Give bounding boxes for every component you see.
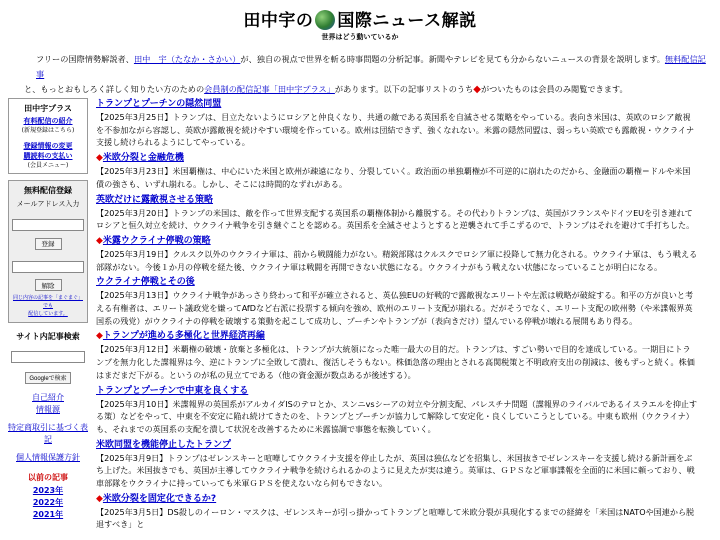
free-articles-link[interactable]: 無料配信記事 (36, 54, 706, 79)
article-summary (96, 207, 698, 232)
article-date: 【2025年3月12日】 (96, 344, 173, 355)
search-input[interactable] (11, 351, 85, 363)
member-diamond-icon: ◆ (96, 235, 103, 246)
article-date: 【2025年3月23日】 (96, 166, 173, 177)
article-item (96, 152, 698, 190)
archive-title: 以前の記事 (28, 473, 68, 482)
article-body: 米覇権の破壊・放棄と多極化は、トランプが大統領になった唯一最大の目的だ。トランプは、すごい勢いで目的を達成している。一期目にトランプを無力化した諜報界は今、逆にトランプに全敗して潰れ、復活しそうもない。株価急落の理由とされる高関税策と不明政府支出の削減は、後もずっと続く。株価はまだまだ下がる。というのが私の見立てである（他の資金源が数点あるが後述する）。 (96, 344, 695, 380)
article-title-link[interactable]: トランプが進める多極化と世界経済再編 (102, 331, 265, 342)
article-title (96, 235, 698, 248)
author-link[interactable]: 田中 宇（たなか・さかい） (133, 54, 241, 64)
register-button[interactable]: 登録 (35, 238, 62, 250)
article-title (96, 385, 698, 398)
member-diamond-icon: ◆ (473, 84, 481, 95)
member-diamond-icon: ◆ (96, 331, 103, 342)
intro-text-1: フリーの国際情勢解説者、 (36, 54, 134, 64)
mag2-link[interactable]: 同じ内容の記事を「まぐまぐ」でも (12, 295, 83, 309)
member-diamond-icon: ◆ (96, 493, 103, 504)
sidebar (8, 98, 88, 521)
mag2-link-2[interactable]: 配信しています。 (28, 311, 68, 317)
privacy-policy-link[interactable]: 個人情報保護方針 (16, 453, 80, 462)
sources-link[interactable]: 情報源 (36, 405, 60, 414)
article-body: DS殺しのイーロン・マスクは、ゼレンスキーが引っ掛かってトランプと喧嘩して米欧分裂が具現化するまでの経緯を「米国はNATOや国連から脱退すべき」と (96, 506, 695, 530)
article-title-link[interactable]: 米露ウクライナ停戦の策略 (102, 235, 211, 246)
new-registration-note: (新規登録はこちら) (21, 127, 75, 134)
article-title (96, 439, 698, 452)
article-summary (96, 343, 698, 381)
article-summary (96, 248, 698, 273)
tanaka-plus-title: 田中宇プラス (24, 104, 72, 113)
site-subtitle: 世界はどう動いているか (321, 33, 399, 41)
free-subscription-title: 無料配信登録 (24, 186, 72, 195)
email-label: メールアドレス入力 (16, 200, 80, 208)
article-item (96, 235, 698, 273)
article-title-link[interactable]: ウクライナ停戦とその後 (96, 277, 195, 288)
free-subscription-box (8, 180, 88, 323)
globe-icon (315, 10, 335, 30)
payment-link[interactable]: 購読料の支払い (23, 152, 73, 160)
unsubscribe-email-input[interactable] (12, 261, 84, 273)
article-title (96, 493, 698, 506)
article-title-link[interactable]: 米欧分裂と金融危機 (102, 153, 184, 164)
intro-text-4: があります。以下の記事リストのうち (334, 84, 474, 94)
article-body: トランプはゼレンスキーと喧嘩してウクライナ支援を停止したが、英国は独仏などを招集し、米国抜きでゼレンスキーを支援し続ける新計画をぶち上げた。米国抜きでも、英国が主導してウクライナ戦争を続けられるかのように見えたが実は違う。英軍は、ＧＰＳなど軍事諜報を全面的に米国に頼っており、戦車部隊をウクライナに持っていっても米軍ＧＰＳを使えないなら何もできない。 (96, 452, 695, 489)
article-summary (96, 165, 698, 190)
google-search-button[interactable]: Googleで検索 (25, 372, 70, 384)
site-title[interactable] (0, 6, 720, 31)
article-summary (96, 111, 698, 149)
article-title (96, 276, 698, 289)
member-articles-link[interactable]: 会員制の配信記事「田中宇プラス」 (204, 84, 335, 94)
article-date: 【2025年3月13日】 (96, 290, 173, 301)
article-body: 米国覇権は、中心にいた米国と欧州が疎遠になり、分裂していく。政治面の単独覇権が不可逆的に崩れたのだから、金融面の覇権＝ドルや米国債の強さも、いずれ崩れる。しかし、そこには時間的なずれがある。 (96, 166, 691, 189)
commerce-law-link[interactable]: 特定商取引に基づく表記 (8, 423, 88, 444)
archive-year-link[interactable]: 2022年 (32, 498, 64, 507)
article-title (96, 330, 698, 343)
article-title-link[interactable]: 英欧だけに露敵視させる策略 (96, 194, 214, 205)
article-title (96, 98, 698, 111)
site-search-title: サイト内記事検索 (16, 332, 80, 341)
intro-text-3: と、もっとおもしろく詳しく知りたい方のための (24, 84, 205, 94)
archive-year-link[interactable]: 2023年 (32, 486, 64, 495)
article-title (96, 194, 698, 207)
article-summary (96, 452, 698, 490)
article-item (96, 385, 698, 436)
intro-text-5: がついたものは会員のみ閲覧できます。 (480, 84, 628, 94)
article-date: 【2025年3月20日】 (96, 207, 173, 218)
article-body: トランプの米国は、敵を作って世界支配する英国系の覇権体制から離脱する。その代わりトランプは、英国がフランスやドイツEUを引き連れてロシアと恒久対立を続け、ウクライナ戦争を引き継ぐことを認める。英国系を全滅させようとすると逆襲されて手こずるので、トランプはそれを避けて手打ちした。 (96, 207, 695, 231)
article-summary (96, 289, 698, 327)
article-title-link[interactable]: トランプとプーチンの隠然同盟 (96, 99, 222, 109)
archive-year-link[interactable]: 2021年 (32, 510, 64, 519)
article-date: 【2025年3月25日】 (96, 112, 173, 122)
article-item (96, 98, 698, 149)
article-title-link[interactable]: 米欧分裂を固定化できるか? (102, 493, 217, 504)
title-prefix: 田中宇の (243, 11, 314, 31)
article-item (96, 194, 698, 232)
article-date: 【2025年3月9日】 (96, 452, 168, 463)
member-diamond-icon: ◆ (96, 153, 103, 164)
intro-text (24, 52, 706, 97)
article-body: クルスク以外のウクライナ軍は、前から戦闘能力がない。精鋭部隊はクルスクでロシア軍に投降して無力化される。ウクライナ軍は、もう戦える部隊がない。今後１か月の停戦を経た後、ウクライナ軍は戦闘を再開できない状態になる。ウクライナがもう戦えない状態になっていることが明白になる。 (96, 248, 698, 272)
article-list (96, 98, 698, 534)
article-item (96, 439, 698, 490)
profile-link[interactable]: 自己紹介 (32, 393, 64, 402)
article-summary (96, 398, 698, 436)
article-item (96, 276, 698, 327)
article-title-link[interactable]: トランプとプーチンで中東を良くする (96, 385, 249, 396)
article-body: ウクライナ戦争があっさり終わって和平が確立されると、英仏独EUの好戦的で露敵視なエリートや左派は戦略が破綻する。和平の方が良いと考える有権者は、エリート議政党を嫌ってAfDなど右派に投票する傾向を強め、欧州のエリート支配が崩れる。だがそうでなく、エリート支配の欧州勢（や米諜報界英国系の残党）がウクライナの停戦を破壊する策動を起こして成功し、プーチンやトランプが（表向きだけ）望んでいる停戦が壊れる展開もあり得る。 (96, 290, 694, 326)
article-summary (96, 506, 698, 531)
intro-text-2: が、独自の視点で世界を斬る時事問題の分析記事。新聞やテレビを見ても分からないニュースの背景を説明します。 (240, 54, 665, 64)
article-body: 米諜報界の英国系がアルカイダISのテロとか、スンニvsシーアの対立や分割支配、パレスチナ問題（諜報界のライバルであるイスラエルを抑止する策）などをやって、中東を不安定に陥れ続けてきたのを、トランプとプーチンが協力して解除して安定化・良くしていこうとしている。中東も欧州（ウクライナ）も、それまでの英国系の支配を潰して状況を改善するために米露協調で事態を転換していく。 (96, 398, 698, 434)
site-header (0, 0, 720, 48)
site-search (8, 346, 88, 384)
title-suffix: 国際ニュース解説 (337, 11, 477, 31)
article-date: 【2025年3月10日】 (96, 398, 173, 409)
article-item (96, 493, 698, 531)
paid-intro-link[interactable]: 有料配信の紹介 (23, 117, 73, 125)
article-date: 【2025年3月5日】 (96, 506, 168, 517)
article-date: 【2025年3月19日】 (96, 248, 173, 259)
article-title-link[interactable]: 米欧同盟を機能停止したトランプ (96, 439, 232, 450)
email-input[interactable] (12, 219, 84, 231)
article-body: トランプは、目立たないようにロシアと仲良くなり、共通の敵である英国系を自滅させる策略をやっている。表向き米国は、英欧のロシア敵視を不参加ながら容認し、英欧が露敵視を続けやすい環境を作っている。欧州は団結できず、強くなれない。米露の隠然同盟は、弱っちい英欧でも露敵視・ウクライナ支援し続けられるようにしてやっている。 (96, 112, 695, 148)
article-title (96, 152, 698, 165)
change-registration-link[interactable]: 登録情報の変更 (23, 142, 73, 150)
article-item (96, 330, 698, 381)
unregister-button[interactable]: 解除 (35, 279, 62, 291)
tanaka-plus-box (8, 98, 88, 174)
member-menu-note: (会員メニュー) (27, 162, 69, 169)
